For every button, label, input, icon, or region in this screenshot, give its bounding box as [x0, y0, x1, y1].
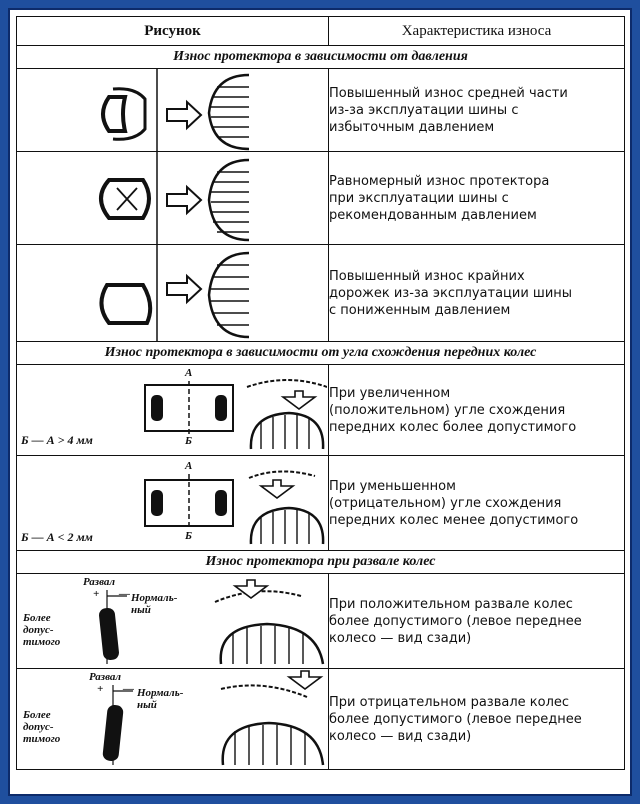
figure-column-header: Рисунок — [17, 17, 329, 46]
figure-toe-out — [17, 456, 329, 551]
page-frame — [8, 8, 632, 796]
positive-camber-illustration — [17, 574, 327, 668]
figure-positive-camber — [17, 574, 329, 669]
description-underinflated: Повышенный износ крайних дорожек из-за эксплуатации шины с пониженным давлением — [329, 245, 625, 342]
table-row — [17, 574, 625, 669]
table-row — [17, 69, 625, 152]
figure-normal-pressure — [17, 152, 329, 245]
table-header-row — [17, 17, 625, 46]
camber-excess-label: Более допус- тимого — [23, 612, 61, 648]
camber-plus-sign: + — [93, 588, 100, 600]
section-title-toe: Износ протектора в зависимости от угла схождения передних колес — [17, 342, 625, 365]
camber-minus-sign: — — [119, 588, 130, 600]
description-positive-camber: При положительном развале колес более допустимого (левое переднее колесо — вид сзади) — [329, 574, 625, 669]
description-overinflated: Повышенный износ средней части из-за эксплуатации шины с избыточным давлением — [329, 69, 625, 152]
toe-formula: Б — А < 2 мм — [21, 530, 93, 544]
table-row — [17, 456, 625, 551]
underinflated-tire-illustration — [17, 245, 327, 341]
description-negative-camber: При отрицательном развале колес более допустимого (левое переднее колесо — вид сзади) — [329, 669, 625, 770]
tire-wear-table — [16, 16, 625, 770]
section-title-row — [17, 46, 625, 69]
figure-toe-in — [17, 365, 329, 456]
camber-label: Развал — [83, 576, 116, 588]
table-row — [17, 669, 625, 770]
table-row — [17, 365, 625, 456]
normal-pressure-tire-illustration — [17, 152, 327, 244]
camber-normal-label: Нормаль- ный — [137, 687, 184, 711]
toe-label-a: А — [185, 367, 193, 379]
figure-underinflated — [17, 245, 329, 342]
overinflated-tire-illustration — [17, 69, 327, 151]
camber-normal-label: Нормаль- ный — [131, 592, 178, 616]
toe-label-b: Б — [185, 435, 192, 447]
description-toe-out: При уменьшенном (отрицательном) угле схождения передних колес менее допустимого — [329, 456, 625, 551]
section-title-row — [17, 551, 625, 574]
description-normal-pressure: Равномерный износ протектора при эксплуатации шины с рекомендованным давлением — [329, 152, 625, 245]
table-row — [17, 245, 625, 342]
camber-excess-label: Более допус- тимого — [23, 709, 61, 745]
section-title-row — [17, 342, 625, 365]
section-title-camber: Износ протектора при развале колес — [17, 551, 625, 574]
figure-negative-camber — [17, 669, 329, 770]
camber-minus-sign: — — [123, 683, 134, 695]
camber-label: Развал — [89, 671, 122, 683]
toe-formula: Б — А > 4 мм — [21, 433, 93, 447]
toe-label-b: Б — [185, 530, 192, 542]
figure-overinflated — [17, 69, 329, 152]
section-title-pressure: Износ протектора в зависимости от давления — [17, 46, 625, 69]
toe-label-a: А — [185, 460, 193, 472]
negative-camber-illustration — [17, 669, 327, 769]
camber-plus-sign: + — [97, 683, 104, 695]
description-toe-in: При увеличенном (положительном) угле схождения передних колес более допустимого — [329, 365, 625, 456]
table-row — [17, 152, 625, 245]
description-column-header: Характеристика износа — [329, 17, 625, 46]
